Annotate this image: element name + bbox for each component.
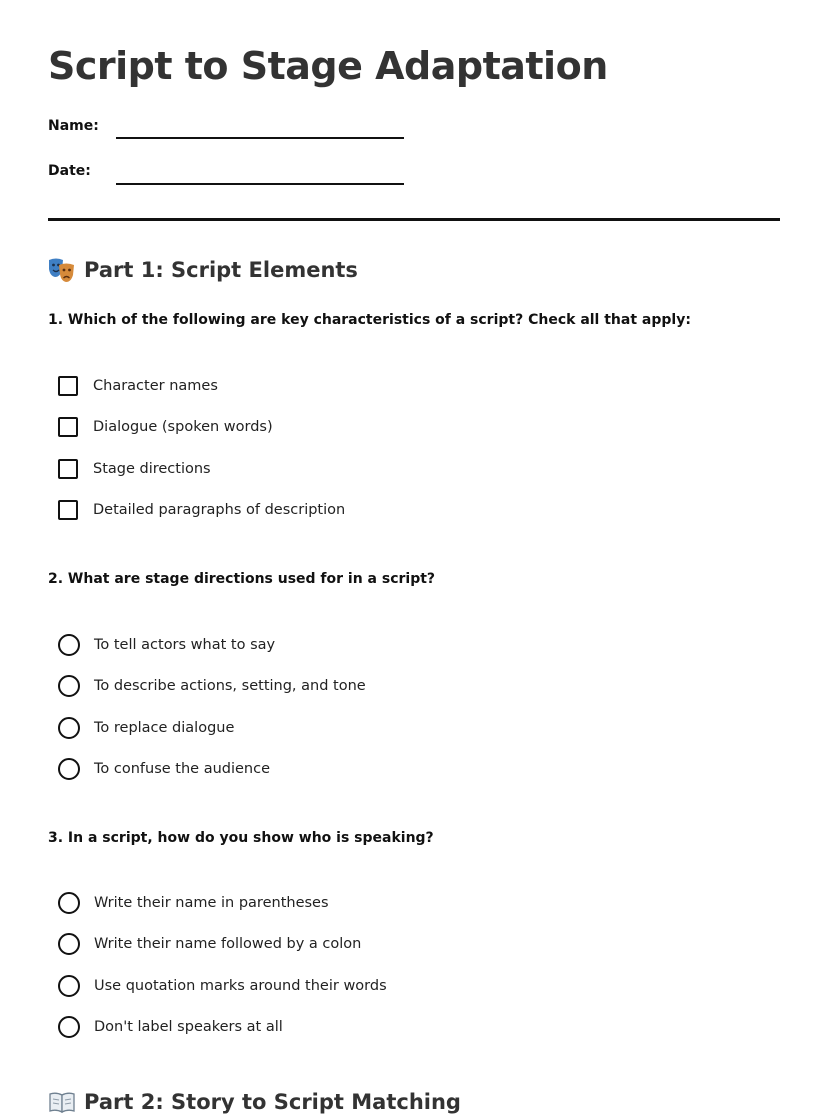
worksheet-title: Script to Stage Adaptation [48,44,608,88]
part2-heading [48,1089,461,1115]
question-3-text: 3. In a script, how do you show who is speaking? [48,830,434,846]
part2-heading-text: Part 2: Story to Script Matching [84,1090,461,1114]
name-label: Name: [48,118,99,134]
radio-button[interactable] [58,634,80,656]
option-label: Dialogue (spoken words) [93,419,273,435]
checkbox[interactable] [58,376,78,396]
option-label: Stage directions [93,461,211,477]
radio-button[interactable] [58,717,80,739]
question-3-option[interactable] [58,932,361,956]
part1-heading [48,257,358,283]
question-1-option[interactable] [58,498,345,522]
option-label: To describe actions, setting, and tone [94,678,366,694]
question-2-option[interactable] [58,716,234,740]
question-2-option[interactable] [58,674,366,698]
header-divider [48,218,780,221]
option-label: Use quotation marks around their words [94,978,387,994]
option-label: Character names [93,378,218,394]
question-1-option[interactable] [58,415,273,439]
checkbox[interactable] [58,459,78,479]
date-label: Date: [48,163,91,179]
name-field[interactable] [116,137,404,139]
option-label: Write their name in parentheses [94,895,329,911]
question-3-option[interactable] [58,1015,283,1039]
date-field[interactable] [116,183,404,185]
checkbox[interactable] [58,417,78,437]
question-3-option[interactable] [58,891,329,915]
radio-button[interactable] [58,675,80,697]
theater-masks-icon [48,257,76,283]
question-1-option[interactable] [58,457,211,481]
radio-button[interactable] [58,933,80,955]
radio-button[interactable] [58,892,80,914]
option-label: Detailed paragraphs of description [93,502,346,518]
question-2-option[interactable] [58,757,270,781]
option-label: Don't label speakers at all [94,1019,283,1035]
question-2-text: 2. What are stage directions used for in a script? [48,571,436,587]
option-label: Write their name followed by a colon [94,936,362,952]
question-3-option[interactable] [58,974,387,998]
radio-button[interactable] [58,975,80,997]
question-1-text: 1. Which of the following are key characteristics of a script? Check all that apply: [48,312,691,328]
option-label: To tell actors what to say [94,637,276,653]
option-label: To replace dialogue [94,720,235,736]
question-2-option[interactable] [58,633,275,657]
question-1-option[interactable] [58,374,218,398]
checkbox[interactable] [58,500,78,520]
radio-button[interactable] [58,1016,80,1038]
option-label: To confuse the audience [94,761,271,777]
radio-button[interactable] [58,758,80,780]
part1-heading-text: Part 1: Script Elements [84,258,358,282]
open-book-icon [48,1089,76,1115]
